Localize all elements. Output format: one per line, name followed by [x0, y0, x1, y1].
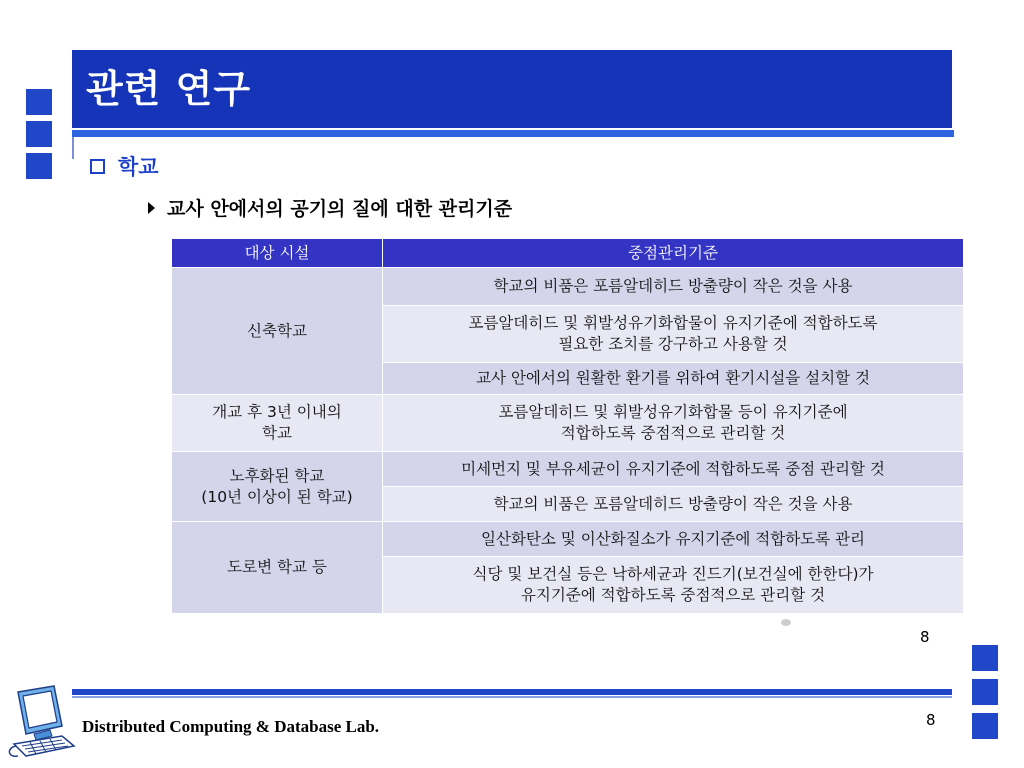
page-number-ghost: 8	[920, 628, 930, 646]
criteria-text: 일산화탄소 및 이산화질소가 유지기준에 적합하도록 관리	[481, 529, 865, 548]
category-text: 학교	[262, 424, 292, 442]
category-text: 도로변 학교 등	[227, 558, 327, 576]
title-divider	[72, 137, 74, 159]
deco-square-right-3	[972, 713, 998, 739]
square-bullet-icon	[90, 159, 105, 174]
deco-square-left-2	[26, 121, 52, 147]
criteria-cell	[383, 522, 964, 557]
criteria-text: 포름알데히드 및 휘발성유기화합물 등이 유지기준에	[498, 403, 848, 421]
deco-square-right-1	[972, 645, 998, 671]
title-underline	[72, 130, 954, 137]
criteria-text: 적합하도록 중점적으로 관리할 것	[560, 424, 786, 442]
deco-square-right-2	[972, 679, 998, 705]
slide-title: 관련 연구	[86, 67, 252, 111]
criteria-text: 필요한 조치를 강구하고 사용할 것	[558, 335, 788, 353]
footer-line	[72, 689, 952, 695]
smudge-mark	[781, 619, 791, 626]
criteria-cell	[383, 395, 964, 452]
criteria-cell	[383, 363, 964, 395]
category-cell	[172, 268, 383, 395]
footer-line-thin	[72, 696, 952, 698]
bullet-level-2-text: 교사 안에서의 공기의 질에 대한 관리기준	[167, 198, 513, 220]
table-row	[172, 452, 964, 487]
category-text: 노후화된 학교	[229, 466, 325, 485]
criteria-text: 미세먼지 및 부유세균이 유지기준에 적합하도록 중점 관리할 것	[461, 459, 885, 478]
criteria-text: 학교의 비품은 포름알데히드 방출량이 작은 것을 사용	[493, 494, 853, 513]
table-row	[172, 522, 964, 557]
page-number: 8	[926, 711, 936, 729]
table-row	[172, 268, 964, 306]
criteria-cell	[383, 268, 964, 306]
criteria-cell	[383, 487, 964, 522]
category-text: 신축학교	[247, 321, 307, 340]
table-row	[172, 395, 964, 452]
header-facility: 대상 시설	[172, 239, 383, 268]
criteria-text: 학교의 비품은 포름알데히드 방출량이 작은 것을 사용	[493, 277, 853, 295]
footer-lab-name: Distributed Computing & Database Lab.	[82, 717, 380, 736]
deco-square-left-3	[26, 153, 52, 179]
header-criteria: 중점관리기준	[383, 239, 964, 268]
criteria-cell	[383, 306, 964, 363]
table-header-row	[172, 239, 964, 268]
deco-square-left-1	[26, 89, 52, 115]
bullet-level-1-text: 학교	[118, 155, 159, 179]
criteria-cell	[383, 452, 964, 487]
criteria-text: 유지기준에 적합하도록 중점적으로 관리할 것	[520, 586, 826, 604]
computer-logo-icon	[4, 682, 80, 762]
criteria-table	[171, 238, 964, 614]
category-cell	[172, 452, 383, 522]
triangle-bullet-icon	[148, 202, 155, 214]
criteria-text: 식당 및 보건실 등은 낙하세균과 진드기(보건실에 한한다)가	[472, 565, 874, 583]
category-cell	[172, 522, 383, 614]
criteria-cell	[383, 557, 964, 614]
bullet-level-2	[148, 194, 512, 221]
criteria-text: 교사 안에서의 원활한 환기를 위하여 환기시설을 설치할 것	[476, 369, 870, 387]
criteria-text: 포름알데히드 및 휘발성유기화합물이 유지기준에 적합하도록	[468, 314, 878, 332]
category-cell	[172, 395, 383, 452]
category-text: (10년 이상이 된 학교)	[201, 487, 353, 506]
category-text: 개교 후 3년 이내의	[212, 403, 342, 421]
bullet-level-1	[90, 151, 159, 181]
